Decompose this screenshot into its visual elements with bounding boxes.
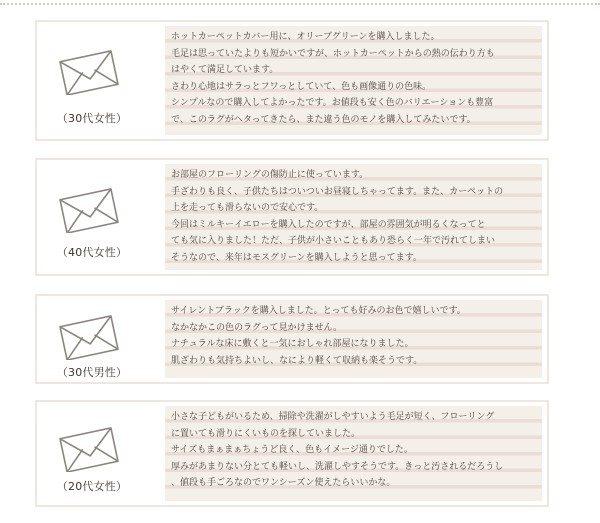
- review-card: [35, 158, 549, 276]
- envelope-icon: [59, 312, 127, 360]
- review-line: はやくて満足しています。: [171, 65, 279, 75]
- review-line: 厚みがあまりない分とても軽いし、洗濯しやすそうです。きっと汚されるだろうし: [171, 461, 504, 472]
- review-card: [35, 20, 549, 141]
- review-line: さわり心地はサラっとフワっとしていて、色も画像通りの色味。: [171, 81, 432, 92]
- review-line: 小さな子どもがいるため、掃除や洗濯がしやすいよう毛足が短く、フローリング: [171, 412, 495, 422]
- review-text: [165, 406, 542, 501]
- top-dotted-divider: [0, 3, 600, 5]
- review-line: 毛足は思っていたよりも短かいですが、ホットカーペットからの熱の伝わり方も: [171, 48, 495, 59]
- reviewer-panel: [37, 402, 165, 505]
- review-line: 手ざわりも良く、子供たちはついついお昼寝しちゃってます。また、カーペットの: [171, 186, 504, 197]
- review-line: ても気に入りました！ただ、子供が小さいこともあり恐らく一年で汚れてしまい: [171, 236, 496, 246]
- review-line: 今回はミルキーイエローを購入したのですが、部屋の雰囲気が明るくなってと: [171, 219, 486, 230]
- review-line: 、値段も手ごろなのでワンシーズン使えたらいいかな。: [171, 478, 396, 488]
- review-text: [165, 300, 542, 378]
- review-line: サイレントブラックを購入しました。とっても好みのお色で嬉しいです。: [171, 306, 466, 316]
- envelope-icon: [59, 424, 127, 472]
- review-line: に置いても滑りにくいものを探していました。: [171, 428, 361, 439]
- review-card: [35, 400, 549, 507]
- review-line: お部屋のフローリングの傷防止に使っています。: [171, 170, 369, 180]
- reviewer-panel: [37, 22, 165, 139]
- envelope-icon: [59, 47, 127, 95]
- review-line: 上を走っても滑らないので安心です。: [171, 203, 324, 213]
- reviewer-panel: [37, 296, 165, 382]
- review-line: サイズもまぁまぁちょうど良く、色もイメージ通りでした。: [171, 445, 413, 455]
- review-text: [165, 164, 542, 270]
- reviewer-panel: [37, 160, 165, 274]
- reviewer-age-label: （40代女性）: [56, 246, 128, 259]
- review-text: [165, 26, 542, 135]
- review-line: なかなかこの色のラグって見かけません。: [171, 322, 343, 333]
- review-line: ナチュラルな床に敷くと一気におしゃれ部屋になりました。: [171, 339, 414, 349]
- review-card: [35, 294, 549, 384]
- envelope-icon: [59, 185, 127, 233]
- review-line: ホットカーペットカバー用に、オリーブグリーンを購入しました。: [171, 32, 440, 42]
- review-line: シンプルなので購入してよかったです。お値段も安く色のバリエーションも豊富: [171, 98, 494, 108]
- review-line: 肌ざわりも気持ちよいし、なにより軽くて収納も楽そうです。: [171, 355, 423, 366]
- reviewer-age-label: （30代男性）: [56, 366, 128, 379]
- reviewer-age-label: （30代女性）: [56, 112, 128, 125]
- review-line: で、このラグがヘタってきたら、また違う色のモノを購入してみたいです。: [171, 114, 476, 125]
- reviewer-age-label: （20代女性）: [56, 480, 128, 493]
- review-line: そうなので、来年はモスグリーンを購入しようと思ってます。: [171, 252, 422, 263]
